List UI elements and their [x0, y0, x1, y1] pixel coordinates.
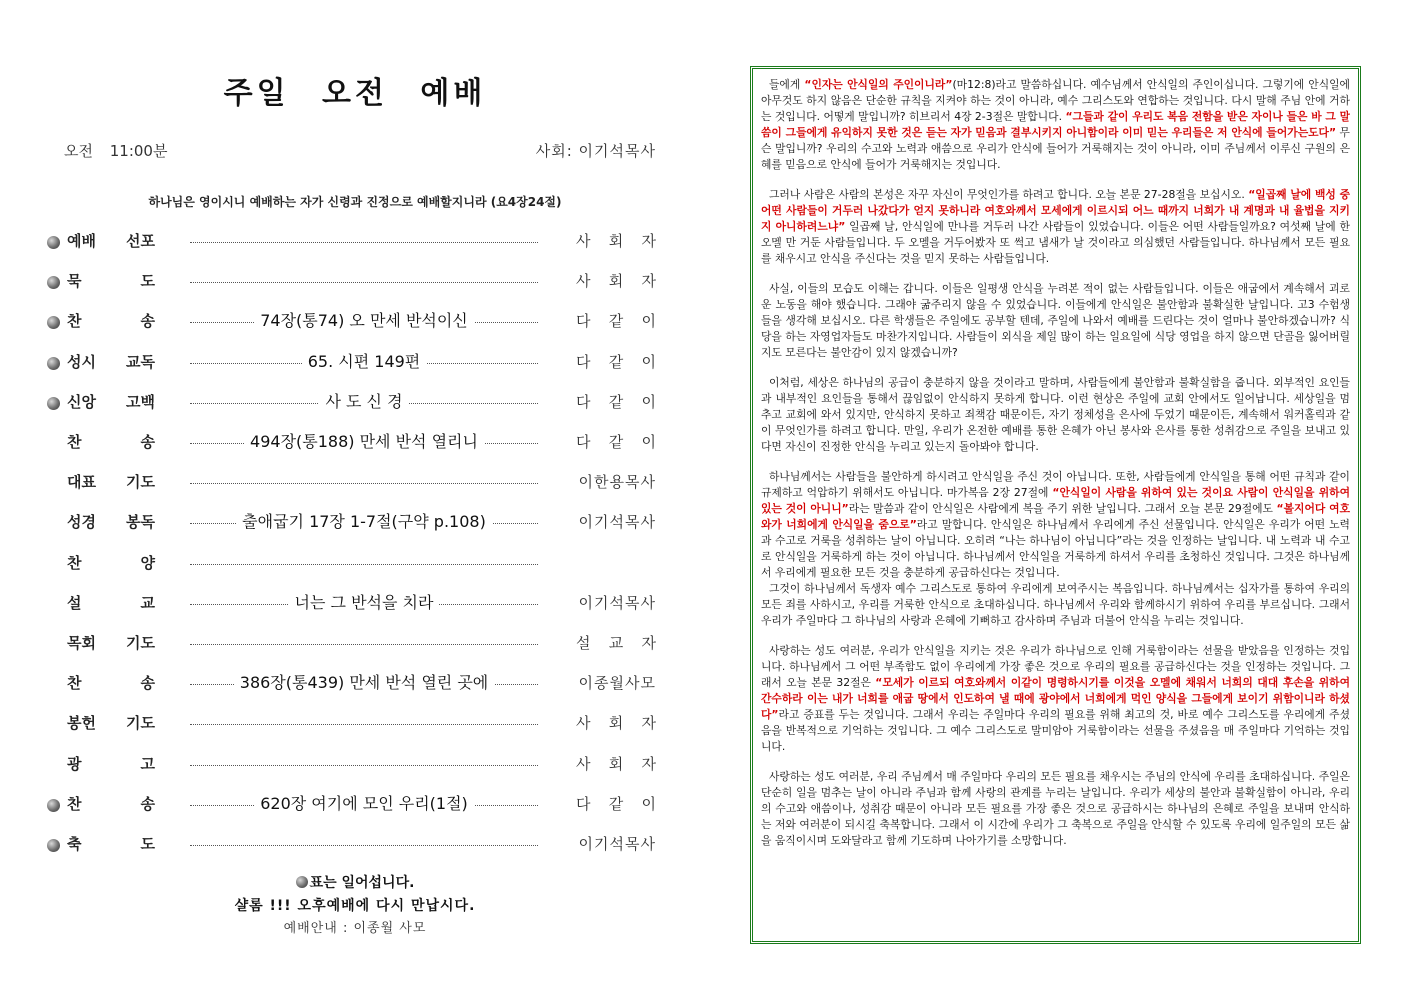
order-leader-char: 이	[641, 433, 656, 451]
greeting: 샬롬 !!! 오후예배에 다시 만납시다.	[234, 898, 476, 914]
order-label-part: 봉독	[126, 513, 155, 532]
order-label	[67, 793, 155, 814]
sermon-text-run: 일곱째 날, 안식일에 만나를 거두러 나간 사람들이 있었습니다. 이들은 어떤 사람들일까요? 여섯째 날에 한 오멜 만 거둔 사람들입니다. 두 오멜을 거두어봤자 또 썩고 냄새가 날 것이라고 의심했던 사람들입니다. 하나님께서 모든 필요를 채우시고 안식을 주신다는 것을 믿지 못하는 사람들입니다.	[761, 220, 1350, 265]
stand-note	[40, 872, 670, 892]
order-label	[67, 632, 155, 653]
sermon-paragraph	[761, 77, 1350, 173]
sermon-text-run: 사실, 이들의 모습도 이해는 갑니다. 이들은 일평생 안식을 누려본 적이 없는 사람들입니다. 이들은 애굽에서 계속해서 괴로운 노동을 해야 했습니다. 그래야 굶주리지 않을 수 있었습니다. 이들에게 안식일은 불안함과 불확실한 날입니다. 고3 수험생들을 생각해 보십시오. 다른 학생들은 주일에도 공부할 텐데, 주일에 나와서 예배를 드린다는 것이 얼마나 불안하겠습니까? 식당을 하는 자영업자들도 마찬가지입니다. 사람들이 외식을 제일 많이 하는 일요일에 식당 영업을 하지 않으면 단골을 잃어버릴지도 모른다는 불안감이 있지 않겠습니까?	[761, 282, 1350, 359]
order-content-text: 너는 그 반석을 치라	[289, 593, 440, 612]
order-leader-char: 이	[641, 794, 656, 813]
order-leader-char: 같	[608, 352, 624, 371]
order-row	[40, 389, 670, 421]
dot-leader	[190, 242, 538, 243]
order-content-text: 출애굽기 17장 1-7절(구약 p.108)	[236, 512, 492, 531]
order-label-part: 송	[140, 674, 155, 693]
order-content-text: 494장(통188) 만세 반석 열리니	[244, 432, 484, 451]
order-leader-char: 사	[576, 754, 591, 773]
order-leader-char: 사	[576, 714, 591, 733]
sermon-text-run: (마12:8)라고 말씀하십니다. 예수님께서 안식일의 주인이십니다. 그렇기에 안식일에 아무것도 하지 않음은 단순한 규칙을 지켜야 하는 것이 아니라, 예수 그리스도와 연합하는 것입니다. 다시 말해 주님 안에 거하는 것입니다. 어떻게 말입니까? 히브리서 4장 2-3절은 말합니다.	[761, 78, 1350, 123]
order-leader-char: 같	[608, 312, 624, 331]
order-leader-char: 자	[641, 272, 656, 291]
order-label-part: 찬	[67, 794, 82, 813]
order-label	[67, 391, 155, 412]
sermon-paragraph	[761, 281, 1350, 361]
order-label-part: 성경	[67, 513, 96, 532]
order-leader: 이기석목사	[578, 835, 656, 853]
scripture-quote: “볼지어다 여호와가 너희에게 안식일을 줌으로”	[761, 502, 1350, 531]
worship-order-panel	[40, 60, 670, 960]
order-leader-char: 같	[608, 433, 624, 451]
order-leader-char: 회	[608, 754, 624, 773]
bulletin-footer	[40, 872, 670, 936]
order-row	[40, 630, 670, 662]
order-label-part: 고	[140, 754, 155, 773]
order-leader: 이종월사모	[578, 674, 656, 693]
order-leader	[576, 391, 656, 412]
order-leader-char: 이	[641, 312, 656, 331]
order-content	[190, 509, 538, 535]
service-host: 사회: 이기석목사	[535, 142, 656, 160]
sermon-text-run: 라고 증표를 두는 것입니다. 그래서 우리는 주일마다 우리의 필요를 위해 최고의 것, 바로 예수 그리스도를 우리에게 주셨음을 반복적으로 기억하는 것입니다. 그 예수 그리스도로 말미암아 거룩함이라는 선물을 주셨음을 매 주일마다 기억하는 것입니다.	[761, 708, 1350, 753]
order-label-part: 고백	[126, 392, 155, 411]
sermon-paragraph	[761, 769, 1350, 849]
order-content-text: 65. 시편 149편	[302, 352, 427, 371]
order-leader-char: 다	[576, 392, 591, 411]
order-leader-char: 다	[576, 794, 591, 813]
order-leader-char: 회	[608, 272, 624, 291]
order-label-part: 도	[140, 835, 155, 853]
order-content	[190, 670, 538, 696]
service-guide: 예배안내 : 이종월 사모	[283, 921, 427, 936]
order-leader	[576, 712, 656, 733]
order-row	[40, 469, 670, 501]
order-label-part: 목회	[67, 634, 96, 652]
order-leader-char: 같	[608, 392, 624, 411]
stand-bullet-icon	[47, 397, 60, 410]
order-leader	[576, 753, 656, 774]
order-leader-char: 자	[641, 714, 656, 733]
order-label-part: 봉헌	[67, 714, 96, 733]
order-label	[67, 230, 155, 251]
order-content	[190, 429, 538, 455]
order-leader-char: 설	[576, 634, 591, 652]
order-label-part: 기도	[126, 473, 155, 492]
order-leader-char: 다	[576, 312, 591, 331]
order-row	[40, 550, 670, 582]
order-leader: 이기석목사	[578, 593, 656, 612]
order-content-text: 사 도 신 경	[319, 392, 408, 411]
order-leader-char: 사	[576, 232, 591, 250]
order-label-part: 예배	[67, 232, 96, 250]
order-content	[190, 389, 538, 415]
order-leader	[576, 351, 656, 372]
order-label	[67, 471, 155, 492]
order-label	[67, 351, 155, 372]
order-label-part: 도	[140, 272, 155, 291]
order-label-part: 선포	[126, 232, 155, 250]
stand-bullet-icon	[47, 799, 60, 812]
scripture-quote: “일곱째 날에 백성 중 어떤 사람들이 거두러 나갔다가 얻지 못하니라 여호와께서 모세에게 이르시되 어느 때까지 너희가 내 계명과 내 율법을 지키지 아니하려느냐”	[761, 188, 1350, 233]
order-row	[40, 228, 670, 260]
order-label-part: 송	[140, 312, 155, 331]
order-label-part: 찬	[67, 312, 82, 331]
order-label-part: 축	[67, 835, 82, 853]
dot-leader	[190, 724, 538, 725]
order-content	[190, 308, 538, 334]
order-row	[40, 308, 670, 340]
dot-leader	[190, 564, 538, 565]
order-leader-char: 자	[641, 232, 656, 250]
order-leader	[576, 230, 656, 251]
order-leader-char: 자	[641, 634, 656, 652]
order-label	[67, 712, 155, 733]
stand-bullet-icon	[47, 839, 60, 852]
sermon-paragraph	[761, 581, 1350, 629]
sermon-text-run: 사랑하는 성도 여러분, 우리 주님께서 매 주일마다 우리의 모든 필요를 채우시는 주님의 안식에 우리를 초대하십니다. 주일은 단순히 일을 멈추는 날이 아니라 주님과 함께 사랑의 관계를 누리는 날입니다. 우리가 세상의 불안과 불확실함이 아니라, 우리의 수고와 애씀이나, 성취감 때문이 아니라 모든 필요를 가장 좋은 것으로 공급하시는 하나님의 은혜로 주일을 보내며 안식하는 저와 여러분이 되시길 축복합니다. 그래서 이 시간에 우리가 그 축복으로 주일을 안식할 수 있도록 우리에 일주일의 모든 삶을 움직이시며 도와달라고 함께 기도하며 나아가기를 소망합니다.	[761, 770, 1350, 847]
sermon-paragraph	[761, 375, 1350, 455]
order-label-part: 설	[67, 593, 82, 612]
order-content	[190, 349, 538, 375]
order-label-part: 교	[140, 593, 155, 612]
order-label	[67, 552, 155, 573]
order-leader	[576, 431, 656, 452]
order-label-part: 묵	[67, 272, 82, 291]
stand-bullet-icon	[47, 316, 60, 329]
order-label	[67, 511, 155, 532]
order-label-part: 송	[140, 794, 155, 813]
stand-bullet-icon	[47, 276, 60, 289]
sermon-text-run: 들에게	[769, 78, 805, 91]
stand-bullet-icon	[47, 236, 60, 249]
scripture-quote: “그들과 같이 우리도 복음 전함을 받은 자이나 들은 바 그 말씀이 그들에게 유익하지 못한 것은 듣는 자가 믿음과 결부시키지 아니함이라 이미 믿는 우리들은 저 안식에 들어가는도다”	[761, 110, 1350, 139]
order-label-part: 광	[67, 754, 82, 773]
sermon-paragraph	[761, 643, 1350, 755]
sermon-text-run: 무슨 말입니까? 우리의 수고와 노력과 애씀으로 우리가 안식에 들어가 거룩해지는 것이 아니라, 이미 주님께서 이루신 구원의 은혜를 믿음으로 안식에 들어가 거룩해지는 것입니다.	[761, 126, 1350, 171]
page-title: 주일 오전 예배	[223, 76, 487, 111]
order-label-part: 찬	[67, 674, 82, 693]
order-label-part: 기도	[126, 714, 155, 733]
order-leader: 이한용목사	[578, 473, 656, 492]
order-row	[40, 429, 670, 461]
dot-leader	[190, 765, 538, 766]
order-leader-char: 회	[608, 232, 624, 250]
scripture-quote: “인자는 안식일의 주인이니라”	[804, 78, 953, 91]
order-content-text: 74장(통74) 오 만세 반석이신	[254, 311, 474, 330]
sermon-text-run: 그것이 하나님께서 독생자 예수 그리스도로 통하여 우리에게 보여주시는 복음입니다. 하나님께서는 십자가를 통하여 우리의 모든 죄를 사하시고, 우리를 거룩한 안식으로 초대하십니다. 하나님께서 우리와 함께하시기 위하여 우리를 부르십니다. 그래서 우리가 주일마다 그 하나님의 사랑과 은혜에 기뻐하고 감사하며 주님과 더불어 안식을 누리는 것입니다.	[761, 582, 1350, 627]
order-leader-char: 회	[608, 714, 624, 733]
theme-verse: 하나님은 영이시니 예배하는 자가 신령과 진정으로 예배할지니라 (요4장24절)	[148, 195, 562, 209]
service-time: 오전 11:00분	[64, 142, 168, 160]
scripture-quote: “모세가 이르되 여호와께서 이같이 명령하시기를 이것을 오멜에 채워서 너희의 대대 후손을 위하여 간수하라 이는 내가 너희를 애굽 땅에서 인도하여 낼 때에 광야에서 너희에게 먹인 양식을 그들에게 보이기 위함이니라 하셨다”	[761, 676, 1350, 721]
order-row	[40, 791, 670, 823]
sermon-box	[750, 66, 1361, 944]
order-label-part: 성시	[67, 352, 96, 371]
order-row	[40, 751, 670, 783]
order-label-part: 대표	[67, 473, 96, 492]
stand-note-text: 표는 일어섭니다.	[309, 875, 415, 891]
order-label-part: 양	[140, 553, 155, 572]
order-label	[67, 753, 155, 774]
stand-bullet-icon	[296, 876, 308, 888]
stand-bullet-icon	[47, 357, 60, 370]
sermon-text-run: 그러나 사람은 사람의 본성은 자꾸 자신이 무엇인가를 하려고 합니다. 오늘 본문 27-28절을 보십시오.	[769, 188, 1249, 201]
order-leader	[576, 632, 656, 653]
order-label	[67, 833, 155, 854]
order-row	[40, 831, 670, 863]
order-leader-char: 이	[641, 352, 656, 371]
order-label-part: 송	[140, 433, 155, 451]
scripture-quote: “안식일이 사람을 위하여 있는 것이요 사람이 안식일을 위하여 있는 것이 아니니”	[761, 486, 1350, 515]
order-row	[40, 710, 670, 742]
order-label	[67, 672, 155, 693]
sermon-paragraph	[761, 187, 1350, 267]
order-row	[40, 509, 670, 541]
dot-leader	[190, 644, 538, 645]
order-content-text: 386장(통439) 만세 반석 열린 곳에	[234, 673, 494, 692]
order-leader-char: 다	[576, 433, 591, 451]
order-content-text: 620장 여기에 모인 우리(1절)	[254, 794, 474, 813]
order-leader-char: 같	[608, 794, 624, 813]
order-leader	[576, 270, 656, 291]
order-leader-char: 이	[641, 392, 656, 411]
order-row	[40, 670, 670, 702]
sermon-text	[761, 77, 1350, 935]
order-label	[67, 310, 155, 331]
order-label-part: 찬	[67, 433, 82, 451]
order-leader	[576, 793, 656, 814]
order-row	[40, 268, 670, 300]
order-label	[67, 592, 155, 613]
order-label-part: 찬	[67, 553, 82, 572]
order-leader-char: 교	[608, 634, 624, 652]
order-leader-char: 자	[641, 754, 656, 773]
sermon-text-run: 이처럼, 세상은 하나님의 공급이 충분하지 않을 것이라고 말하며, 사람들에게 불안함과 불확실함을 줍니다. 외부적인 요인들과 내부적인 요인들을 통해서 끊임없이 안식하지 못하게 합니다. 이런 현상은 주일에 교회 안에서도 일어납니다. 세상일을 멈추고 교회에 와서 있지만, 안식하지 못하고 죄책감 때문이든, 자기 정체성을 은사에 두었기 때문이든, 계속해서 워커홀릭과 같이 무엇인가를 하려고 합니다. 만일, 우리가 온전한 예배를 통한 은혜가 아닌 봉사와 은사를 통한 성취감으로 주일을 보내고 있다면 자신이 진정한 안식을 누리고 있는지 돌아봐야 합니다.	[761, 376, 1350, 453]
order-leader-char: 사	[576, 272, 591, 291]
order-row	[40, 590, 670, 622]
dot-leader	[190, 845, 538, 846]
order-leader: 이기석목사	[578, 513, 656, 532]
order-label-part: 기도	[126, 634, 155, 652]
order-content	[190, 590, 538, 616]
sermon-text-run: 라고 말합니다. 안식일은 하나님께서 우리에게 주신 선물입니다. 안식일은 우리가 어떤 노력과 수고로 거룩을 성취하는 날이 아닙니다. 오히려 “나는 하나님이 아닙니다”라는 것을 인정하는 날입니다. 내 노력과 내 수고로 안식일을 거룩하게 하는 것이 아닙니다. 하나님께서 안식일을 거룩하게 하셔서 우리를 초청하신 것입니다. 그것은 하나님께서 우리에게 필요한 모든 것을 충분하게 공급하신다는 것입니다.	[761, 518, 1350, 579]
dot-leader	[190, 282, 538, 283]
sermon-text-run: 라는 말씀과 같이 안식일은 사람에게 복을 주기 위한 날입니다. 그래서 오늘 본문 29절에도	[848, 502, 1277, 515]
order-label-part: 교독	[126, 352, 155, 371]
order-leader-char: 다	[576, 352, 591, 371]
order-leader	[576, 310, 656, 331]
order-label	[67, 270, 155, 291]
sermon-paragraph	[761, 469, 1350, 581]
sermon-text-run: 하나님께서는 사람들을 불안하게 하시려고 안식일을 주신 것이 아닙니다. 또한, 사람들에게 안식일을 통해 어떤 규칙과 같이 규제하고 억압하기 위해서도 아닙니다. 마가복음 2장 27절에	[761, 470, 1350, 499]
order-label-part: 신앙	[67, 392, 96, 411]
sermon-text-run: 사랑하는 성도 여러분, 우리가 안식일을 지키는 것은 우리가 하나님으로 인해 거룩함이라는 선물을 받았음을 인정하는 것입니다. 하나님께서 그 어떤 부족함도 없이 우리에게 가장 좋은 것으로 우리의 필요를 공급하신다는 것을 인정하는 것입니다. 그래서 오늘 본문 32절은	[761, 644, 1350, 689]
order-label	[67, 431, 155, 452]
dot-leader	[190, 483, 538, 484]
order-content	[190, 791, 538, 817]
order-row	[40, 349, 670, 381]
